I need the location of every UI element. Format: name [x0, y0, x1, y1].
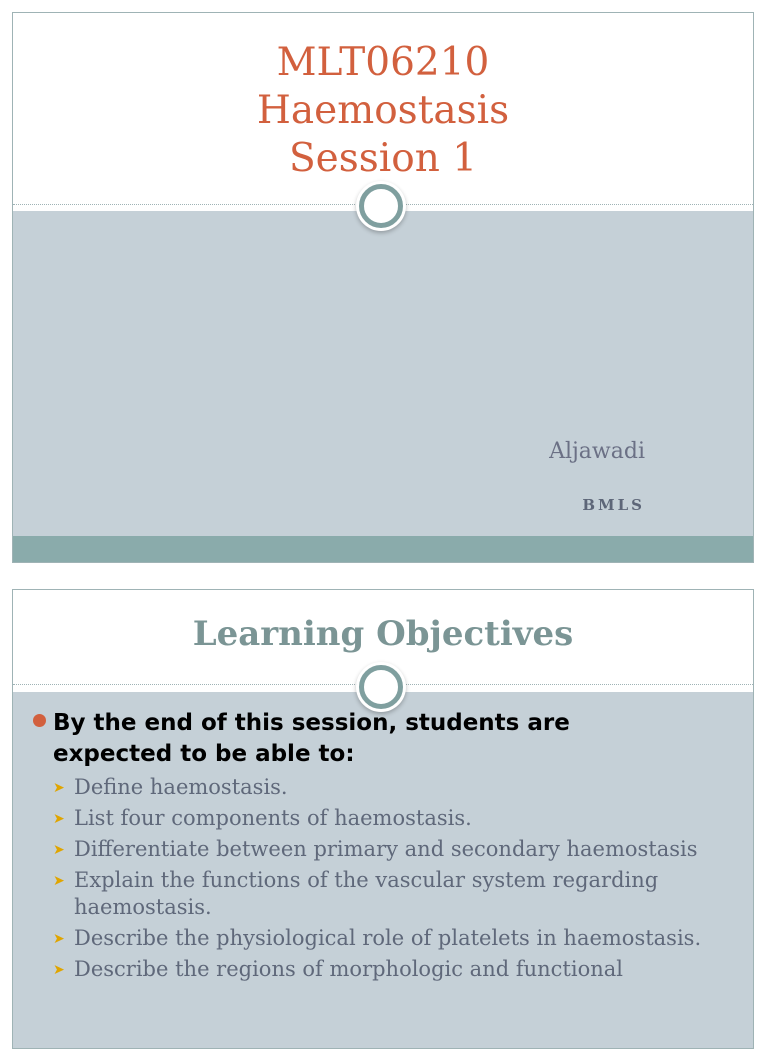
objectives-slide: [12, 589, 754, 1049]
organization-label: BMLS: [582, 496, 645, 514]
arrowhead-icon: ➤: [53, 780, 65, 796]
list-item: [53, 836, 713, 863]
arrowhead-icon: ➤: [53, 873, 65, 889]
author-name: Aljawadi: [549, 439, 645, 464]
main-bullet-text: By the end of this session, students are expected to be able to:: [53, 710, 570, 767]
list-item: [53, 867, 713, 921]
arrowhead-icon: ➤: [53, 962, 65, 978]
list-item-text: Differentiate between primary and secondary haemostasis: [74, 837, 698, 861]
list-item: [53, 956, 713, 983]
bullet-dot-icon: [33, 714, 46, 727]
arrowhead-icon: ➤: [53, 811, 65, 827]
list-item-text: Describe the regions of morphologic and functional: [74, 957, 623, 981]
slide-title: [13, 39, 753, 183]
ring-icon: [359, 184, 403, 228]
title-line-code: MLT06210: [276, 40, 490, 85]
list-item-text: Describe the physiological role of platelets in haemostasis.: [74, 926, 702, 950]
slide-title: Learning Objectives: [192, 614, 574, 654]
title-slide: [12, 12, 754, 563]
title-line-topic: Haemostasis: [256, 88, 510, 133]
footer-band: [13, 536, 753, 562]
list-item-text: Explain the functions of the vascular system regarding haemostasis.: [74, 868, 659, 919]
list-item: [53, 805, 713, 832]
title-line-session: Session 1: [288, 136, 478, 181]
list-item: [53, 774, 713, 801]
title-area: [13, 13, 753, 204]
objective-list: [53, 774, 713, 987]
arrowhead-icon: ➤: [53, 931, 65, 947]
arrowhead-icon: ➤: [53, 842, 65, 858]
list-item-text: List four components of haemostasis.: [74, 806, 472, 830]
subtitle-panel: [13, 211, 753, 536]
list-item: [53, 925, 713, 952]
list-item-text: Define haemostasis.: [74, 775, 288, 799]
ring-icon: [359, 665, 403, 709]
